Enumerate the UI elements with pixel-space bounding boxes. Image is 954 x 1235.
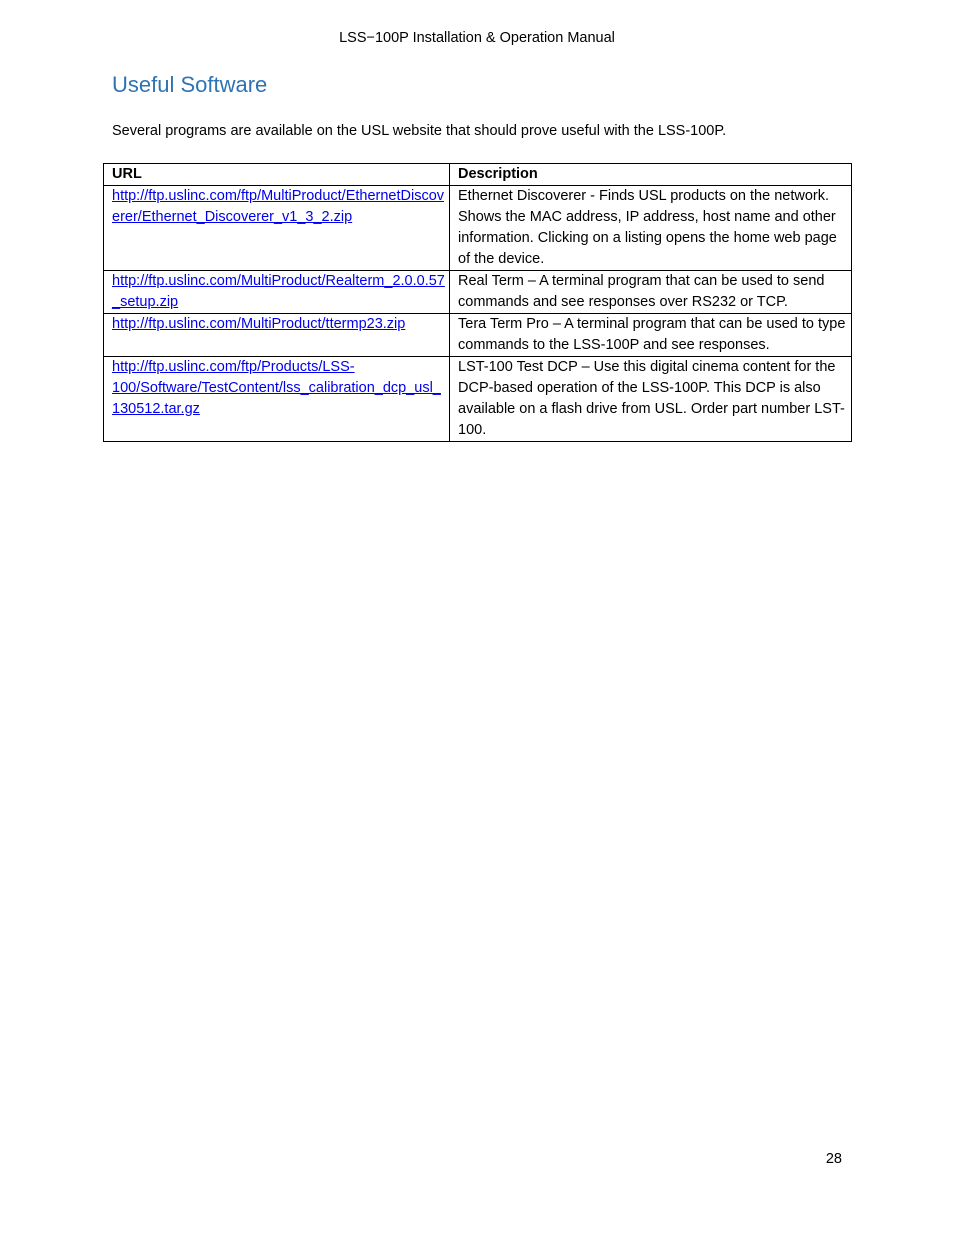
url-cell [104,271,450,314]
url-cell [104,186,450,271]
ethernet-discoverer-link[interactable]: http://ftp.uslinc.com/ftp/MultiProduct/EthernetDiscoverer/Ethernet_Discoverer_v1_3_2.zip [112,188,445,225]
table-header-row [104,164,852,186]
realterm-link[interactable]: http://ftp.uslinc.com/MultiProduct/Realterm_2.0.0.57_setup.zip [112,273,445,310]
page-header: LSS−100P Installation & Operation Manual [339,30,615,46]
column-header-url: URL [104,164,450,186]
intro-paragraph: Several programs are available on the USL website that should prove useful with the LSS-100P. [112,123,727,139]
description-cell: Real Term – A terminal program that can be used to send commands and see responses over RS232 or TCP. [450,271,852,314]
software-table [103,163,852,442]
test-dcp-link[interactable]: http://ftp.uslinc.com/ftp/Products/LSS-100/Software/TestContent/lss_calibration_dcp_usl_130512.tar.gz [112,359,441,417]
column-header-description: Description [450,164,852,186]
page-number: 28 [825,1151,842,1167]
table-row [104,314,852,357]
description-cell: Tera Term Pro – A terminal program that can be used to type commands to the LSS-100P and see responses. [450,314,852,357]
table-row [104,357,852,442]
description-cell: LST-100 Test DCP – Use this digital cinema content for the DCP-based operation of the LSS-100P. This DCP is also available on a flash drive from USL. Order part number LST-100. [450,357,852,442]
section-title: Useful Software [112,72,268,97]
url-cell [104,357,450,442]
tera-term-link[interactable]: http://ftp.uslinc.com/MultiProduct/ttermp23.zip [112,316,406,332]
table-row [104,271,852,314]
url-cell [104,314,450,357]
description-cell: Ethernet Discoverer - Finds USL products on the network. Shows the MAC address, IP address, host name and other information. Clicking on a listing opens the home web page of the device. [450,186,852,271]
table-row [104,186,852,271]
